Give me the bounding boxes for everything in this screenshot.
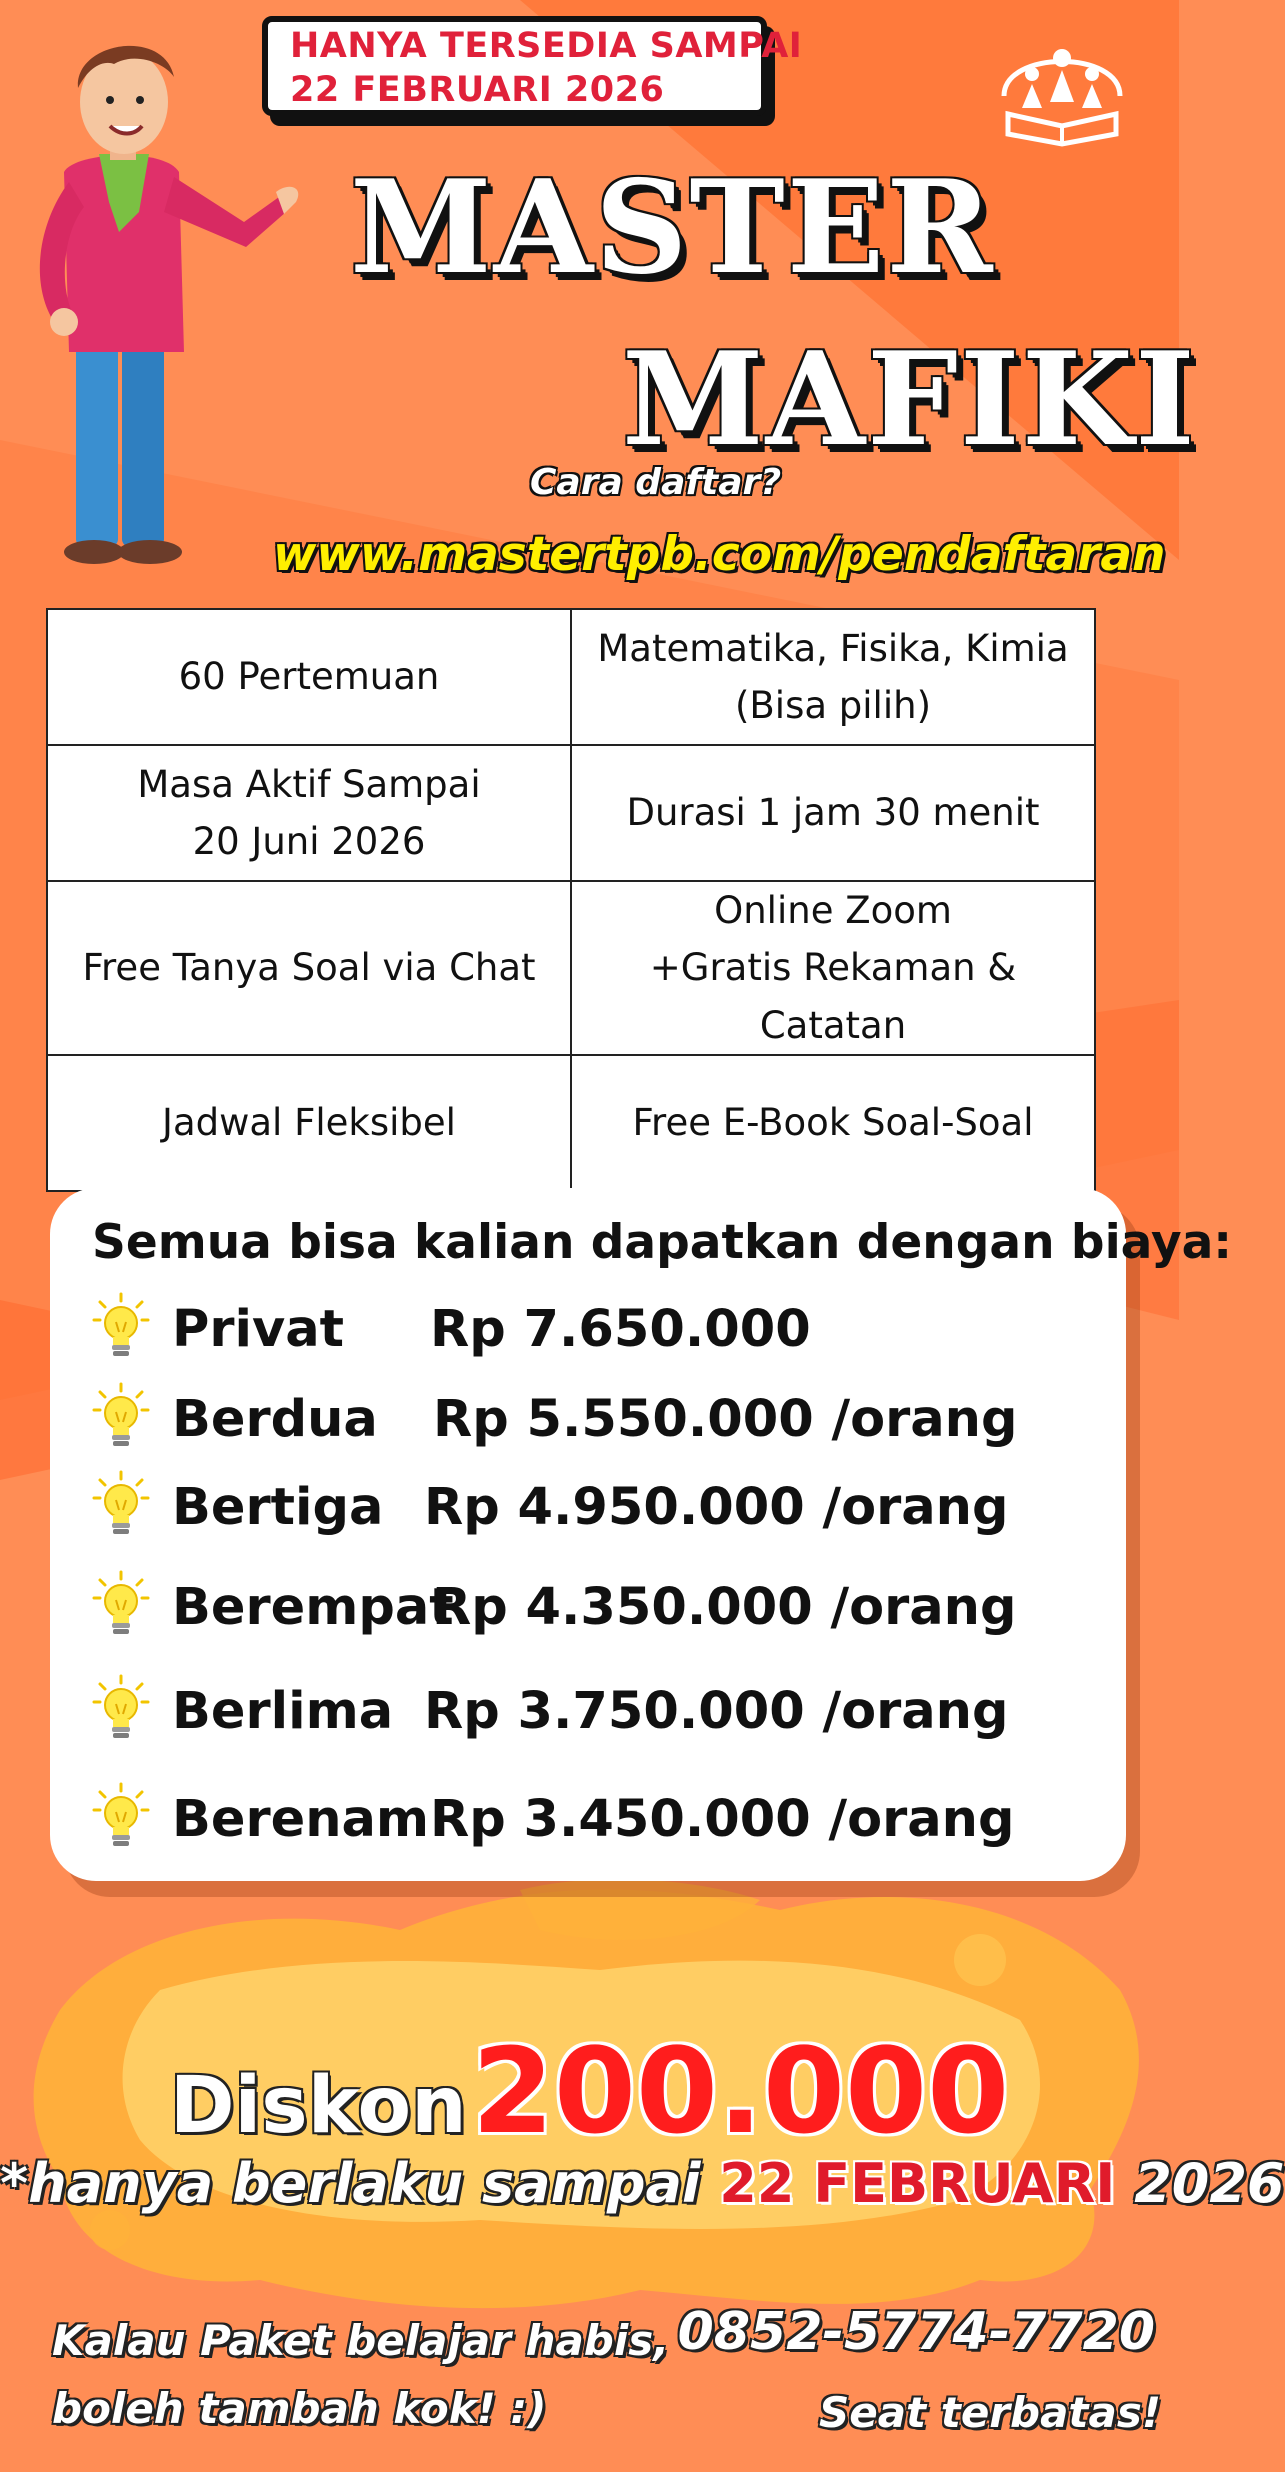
package-name: Berenam xyxy=(172,1790,430,1849)
package-name: Bertiga xyxy=(172,1478,384,1537)
footer-note-line-2: boleh tambah kok! :) xyxy=(52,2384,547,2433)
title-line-1: MASTER xyxy=(350,153,995,303)
logo-icon xyxy=(994,22,1130,150)
discount-banner xyxy=(0,2022,1179,2160)
banner-line-1: HANYA TERSEDIA SAMPAI xyxy=(290,26,803,66)
discount-note-year: 2026 xyxy=(1115,2152,1285,2215)
banner-line-2: 22 FEBRUARI 2026 xyxy=(290,70,665,110)
seat-limited-note: Seat terbatas! xyxy=(818,2388,1161,2437)
package-name: Berlima xyxy=(172,1682,394,1741)
package-price: Rp 3.450.000 /orang xyxy=(430,1790,1015,1849)
feature-cell: 60 Pertemuan xyxy=(47,609,571,745)
package-price: Rp 7.650.000 xyxy=(430,1300,811,1359)
features-row xyxy=(47,1055,1095,1191)
registration-question: Cara daftar? xyxy=(530,462,782,503)
discount-amount: 200.000 xyxy=(471,2022,1010,2160)
feature-cell: Free Tanya Soal via Chat xyxy=(47,881,571,1055)
discount-note-prefix: *hanya berlaku sampai xyxy=(0,2152,720,2215)
title-line-2: MAFIKI xyxy=(622,325,1197,475)
contact-phone[interactable]: 0852-5774-7720 xyxy=(677,2302,1155,2362)
package-name: Berempat xyxy=(172,1578,454,1637)
features-row xyxy=(47,745,1095,881)
feature-cell: Matematika, Fisika, Kimia (Bisa pilih) xyxy=(571,609,1095,745)
lightbulb-icon xyxy=(92,1570,150,1640)
package-name: Berdua xyxy=(172,1390,378,1449)
features-row xyxy=(47,881,1095,1055)
lightbulb-icon xyxy=(92,1292,150,1362)
feature-cell: Free E-Book Soal-Soal xyxy=(571,1055,1095,1191)
package-price: Rp 3.750.000 /orang xyxy=(424,1682,1009,1741)
package-price: Rp 4.350.000 /orang xyxy=(432,1578,1017,1637)
discount-note-date: 22 FEBRUARI xyxy=(719,2152,1116,2215)
discount-note xyxy=(0,2152,1285,2215)
features-row xyxy=(47,609,1095,745)
feature-cell: Online Zoom +Gratis Rekaman & Catatan xyxy=(571,881,1095,1055)
lightbulb-icon xyxy=(92,1782,150,1852)
package-price: Rp 5.550.000 /orang xyxy=(433,1390,1018,1449)
package-name: Privat xyxy=(172,1300,345,1359)
feature-cell: Masa Aktif Sampai 20 Juni 2026 xyxy=(47,745,571,881)
feature-cell: Jadwal Fleksibel xyxy=(47,1055,571,1191)
lightbulb-icon xyxy=(92,1674,150,1744)
lightbulb-icon xyxy=(92,1470,150,1540)
feature-cell: Durasi 1 jam 30 menit xyxy=(571,745,1095,881)
package-price: Rp 4.950.000 /orang xyxy=(424,1478,1009,1537)
lightbulb-icon xyxy=(92,1382,150,1452)
price-heading: Semua bisa kalian dapatkan dengan biaya: xyxy=(92,1215,1233,1270)
features-table xyxy=(46,608,1096,1192)
registration-link[interactable]: www.mastertpb.com/pendaftaran xyxy=(273,527,1166,582)
footer-note-line-1: Kalau Paket belajar habis, xyxy=(52,2316,670,2365)
availability-banner xyxy=(262,16,803,116)
discount-label: Diskon xyxy=(169,2061,467,2151)
